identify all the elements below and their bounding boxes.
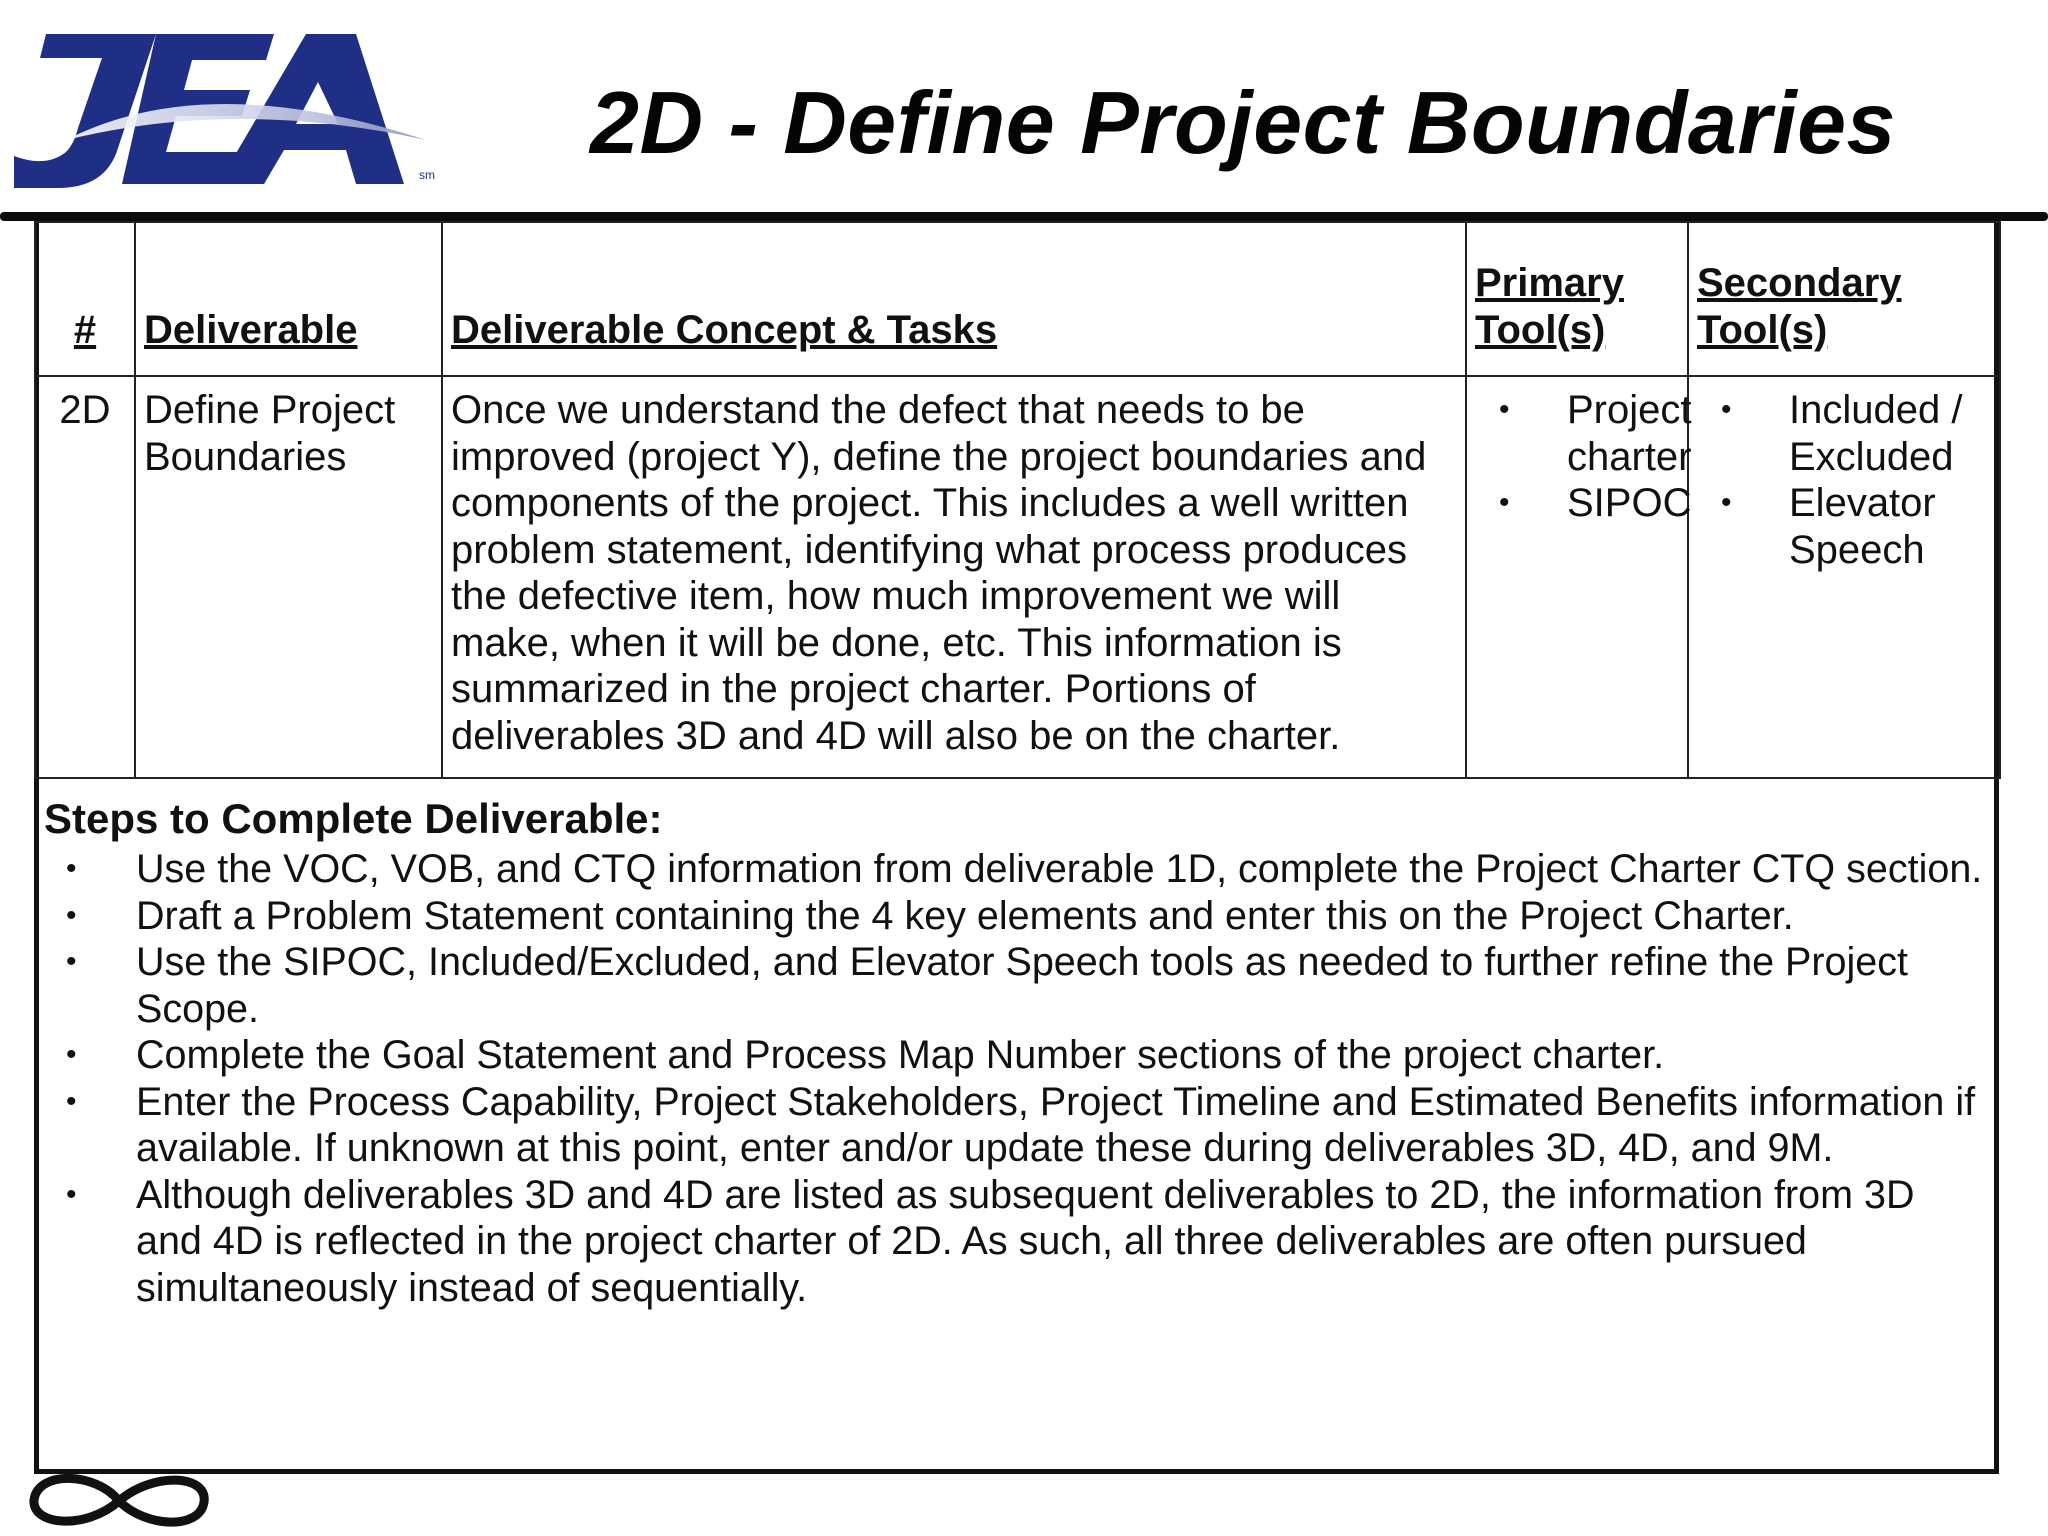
list-item — [44, 1172, 1989, 1312]
list-item — [44, 939, 1989, 1032]
jea-logo — [6, 28, 454, 196]
step-text: Although deliverables 3D and 4D are listed as subsequent deliverables to 2D, the information from 3D and 4D is reflected in the project charter of 2D. As such, all three deliverables are often pursued simultaneously instead of sequentially. — [136, 1172, 1915, 1310]
list-item — [1697, 480, 1991, 573]
step-text: Use the VOC, VOB, and CTQ information from deliverable 1D, complete the Project Charter CTQ section. — [136, 847, 1983, 891]
primary-tools-list — [1475, 387, 1692, 527]
bullet-icon: • — [66, 1177, 77, 1211]
step-text: Draft a Problem Statement containing the 4 key elements and enter this on the Project Charter. — [136, 893, 1794, 938]
primary-tool-label: Project charter — [1567, 388, 1692, 479]
cell-secondary-tools — [1688, 376, 2000, 778]
secondary-tool-label: Included / Excluded — [1789, 388, 1963, 479]
step-text: Enter the Process Capability, Project Stakeholders, Project Timeline and Estimated Benefits information if available. If unknown at this point, enter and/or update these during deliverables 3D, 4D, and 9M. — [136, 1079, 1976, 1170]
steps-heading: Steps to Complete Deliverable: — [44, 795, 663, 842]
list-item — [44, 846, 1989, 893]
list-item — [44, 1079, 1989, 1172]
cell-number: 2D — [35, 376, 135, 778]
header-secondary-tools: Secondary Tool(s) — [1688, 222, 2000, 376]
bullet-icon: • — [66, 852, 77, 885]
step-text: Complete the Goal Statement and Process Map Number sections of the project charter. — [136, 1033, 1665, 1077]
bullet-icon: • — [66, 945, 77, 978]
cell-deliverable: Define Project Boundaries — [135, 376, 442, 778]
header-deliverable: Deliverable — [135, 222, 442, 376]
bullet-icon: • — [66, 898, 77, 932]
bullet-icon: • — [1721, 486, 1732, 519]
deliverable-table — [34, 221, 2001, 779]
bullet-icon: • — [1499, 486, 1510, 519]
primary-tool-label: SIPOC — [1567, 481, 1692, 525]
header-concept: Deliverable Concept & Tasks — [442, 222, 1466, 376]
list-item — [1475, 387, 1692, 480]
steps-list — [44, 846, 1989, 1311]
table-row — [35, 376, 2000, 778]
secondary-tools-list — [1697, 387, 1991, 573]
bullet-icon: • — [1721, 393, 1732, 426]
cell-concept: Once we understand the defect that needs to be improved (project Y), define the project boundaries and components of the project. This includes a well written problem statement, identifying what process produces the defective item, how much improvement we will make, when it will be done, etc. This information is summarized in the project charter. Portions of deliverables 3D and 4D will also be on the charter. — [442, 376, 1466, 778]
bullet-icon: • — [66, 1084, 77, 1118]
infinity-loop-icon — [26, 1468, 212, 1534]
list-item — [1475, 480, 1692, 527]
page-title: 2D - Define Project Boundaries — [590, 73, 1896, 172]
bullet-icon: • — [66, 1038, 77, 1071]
steps-section — [44, 794, 1989, 1311]
table-header-row — [35, 222, 2000, 376]
step-text: Use the SIPOC, Included/Excluded, and Elevator Speech tools as needed to further refine the Project Scope. — [136, 940, 1908, 1031]
secondary-tool-label: Elevator Speech — [1789, 481, 1936, 572]
header-primary-tools: Primary Tool(s) — [1466, 222, 1688, 376]
bullet-icon: • — [1499, 393, 1510, 426]
list-item — [1697, 387, 1991, 480]
list-item — [44, 1032, 1989, 1079]
logo-service-mark: sm — [419, 168, 435, 182]
header-number: # — [35, 222, 135, 376]
cell-primary-tools — [1466, 376, 1692, 778]
list-item — [44, 893, 1989, 940]
